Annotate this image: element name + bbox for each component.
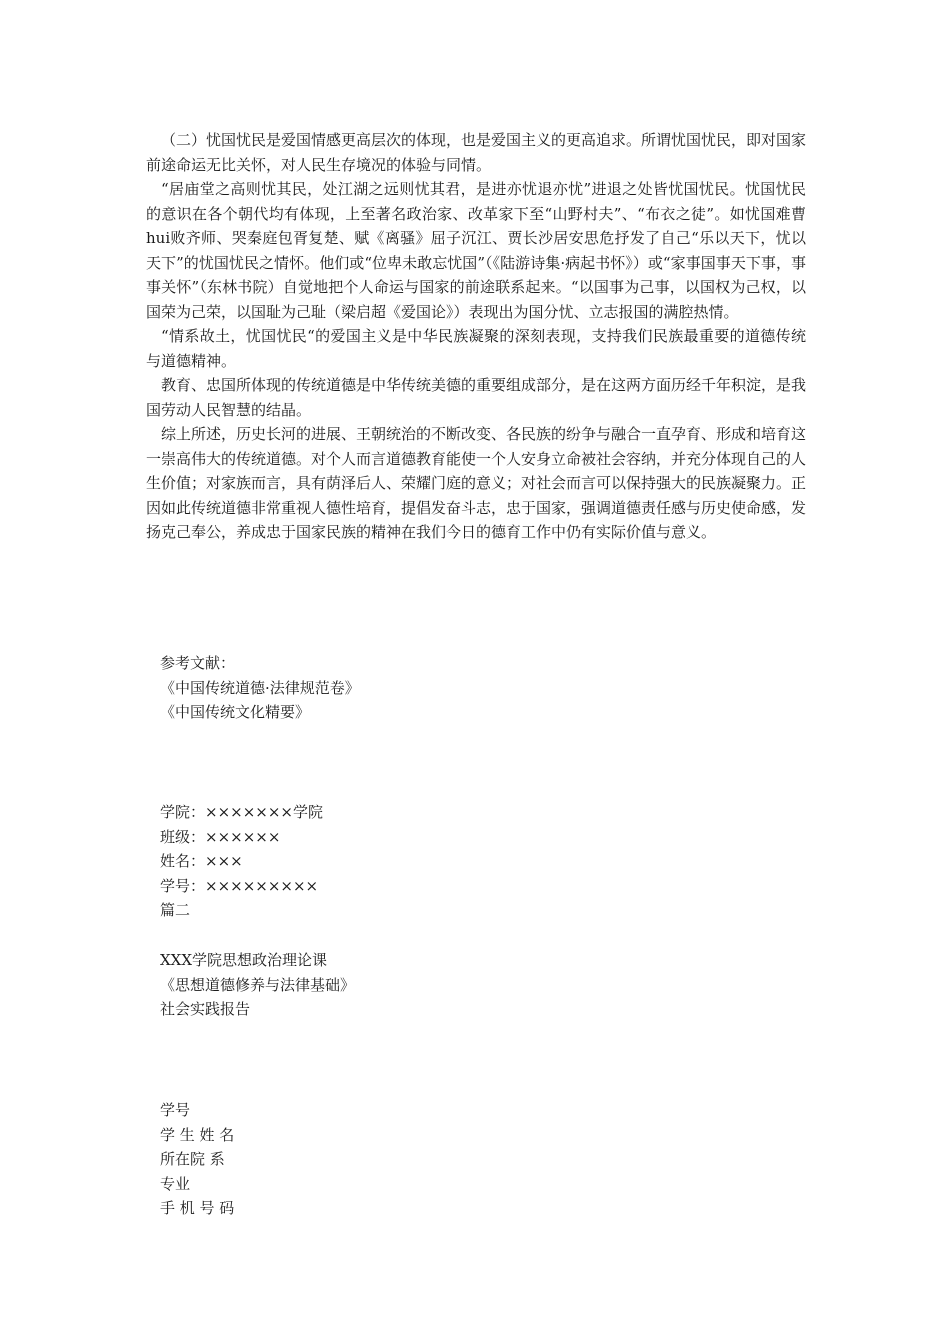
report-type: 社会实践报告 — [160, 1000, 251, 1018]
reference-item: 《中国传统道德·法律规范卷》 — [160, 678, 360, 697]
paragraph: “居庙堂之高则忧其民，处江湖之远则忧其君，是进亦忧退亦忧”进退之处皆忧国忧民。忧国忧民的意识在各个朝代均有体现，上至著名政治家、改革家下至“山野村夫”、“布衣之徒”。如忧国难曹hui败齐师、哭秦庭包胥复楚、赋《离骚》屈子沉江、贾长沙居安思危抒发了自己“乐以天下，忧以天下”的忧国忧民之情怀。他们或“位卑未敢忘忧国”（《陆游诗集·病起书怀》）或“家事国事天下事，事事关怀”（东林书院）自觉地把个人命运与国家的前途联系起来。“以国事为己事，以国权为己权，以国荣为己荣，以国耻为己耻（梁启超《爱国论》）表现出为国分忧、立志报国的满腔热情。 — [146, 180, 806, 321]
student-id-line: 学号：××××××××× — [160, 876, 319, 895]
reference-item: 《中国传统文化精要》 — [160, 703, 311, 721]
field-student-name: 学 生 姓 名 — [160, 1125, 235, 1144]
paragraph: 综上所述，历史长河的进展、王朝统治的不断改变、各民族的纷争与融合一直孕育、形成和培育这一崇高伟大的传统道德。对个人而言道德教育能使一个人安身立命被社会容纳，并充分体现自己的人生价值；对家族而言，具有荫泽后人、荣耀门庭的意义；对社会而言可以保持强大的民族凝聚力。正因如此传统道德非常重视人德性培育，提倡发奋斗志，忠于国家，强调道德责任感与历史使命感，发扬克己奉公，养成忠于国家民族的精神在我们今日的德育工作中仍有实际价值与意义。 — [146, 425, 807, 541]
references-heading: 参考文献： — [160, 654, 236, 672]
section-label: 篇二 — [160, 901, 191, 919]
book-title: 《思想道德修养与法律基础》 — [160, 975, 356, 994]
student-info — [160, 800, 323, 923]
paragraph: （二）忧国忧民是爱国情感更高层次的体现，也是爱国主义的更高追求。所谓忧国忧民，即对国家前途命运无比关怀，对人民生存境况的体验与同情。 — [146, 131, 807, 174]
essay-body — [146, 128, 806, 545]
references-section — [160, 651, 360, 725]
field-department: 所在院 系 — [160, 1150, 225, 1168]
class-line: 班级：×××××× — [160, 827, 281, 846]
field-major: 专业 — [160, 1174, 191, 1193]
cover-fields — [160, 1098, 234, 1221]
name-line: 姓名：××× — [160, 852, 243, 870]
course-title: XXX学院思想政治理论课 — [160, 951, 328, 969]
field-phone: 手 机 号 码 — [160, 1199, 235, 1217]
paragraph: 教育、忠国所体现的传统道德是中华传统美德的重要组成部分，是在这两方面历经千年积淀，是我国劳动人民智慧的结晶。 — [146, 376, 807, 419]
field-student-id: 学号 — [160, 1101, 191, 1119]
college-line: 学院：×××××××学院 — [160, 803, 323, 821]
paragraph: “情系故土，忧国忧民“的爱国主义是中华民族凝聚的深刻表现，支持我们民族最重要的道德传统与道德精神。 — [146, 327, 806, 370]
report-title-block — [160, 948, 355, 1022]
